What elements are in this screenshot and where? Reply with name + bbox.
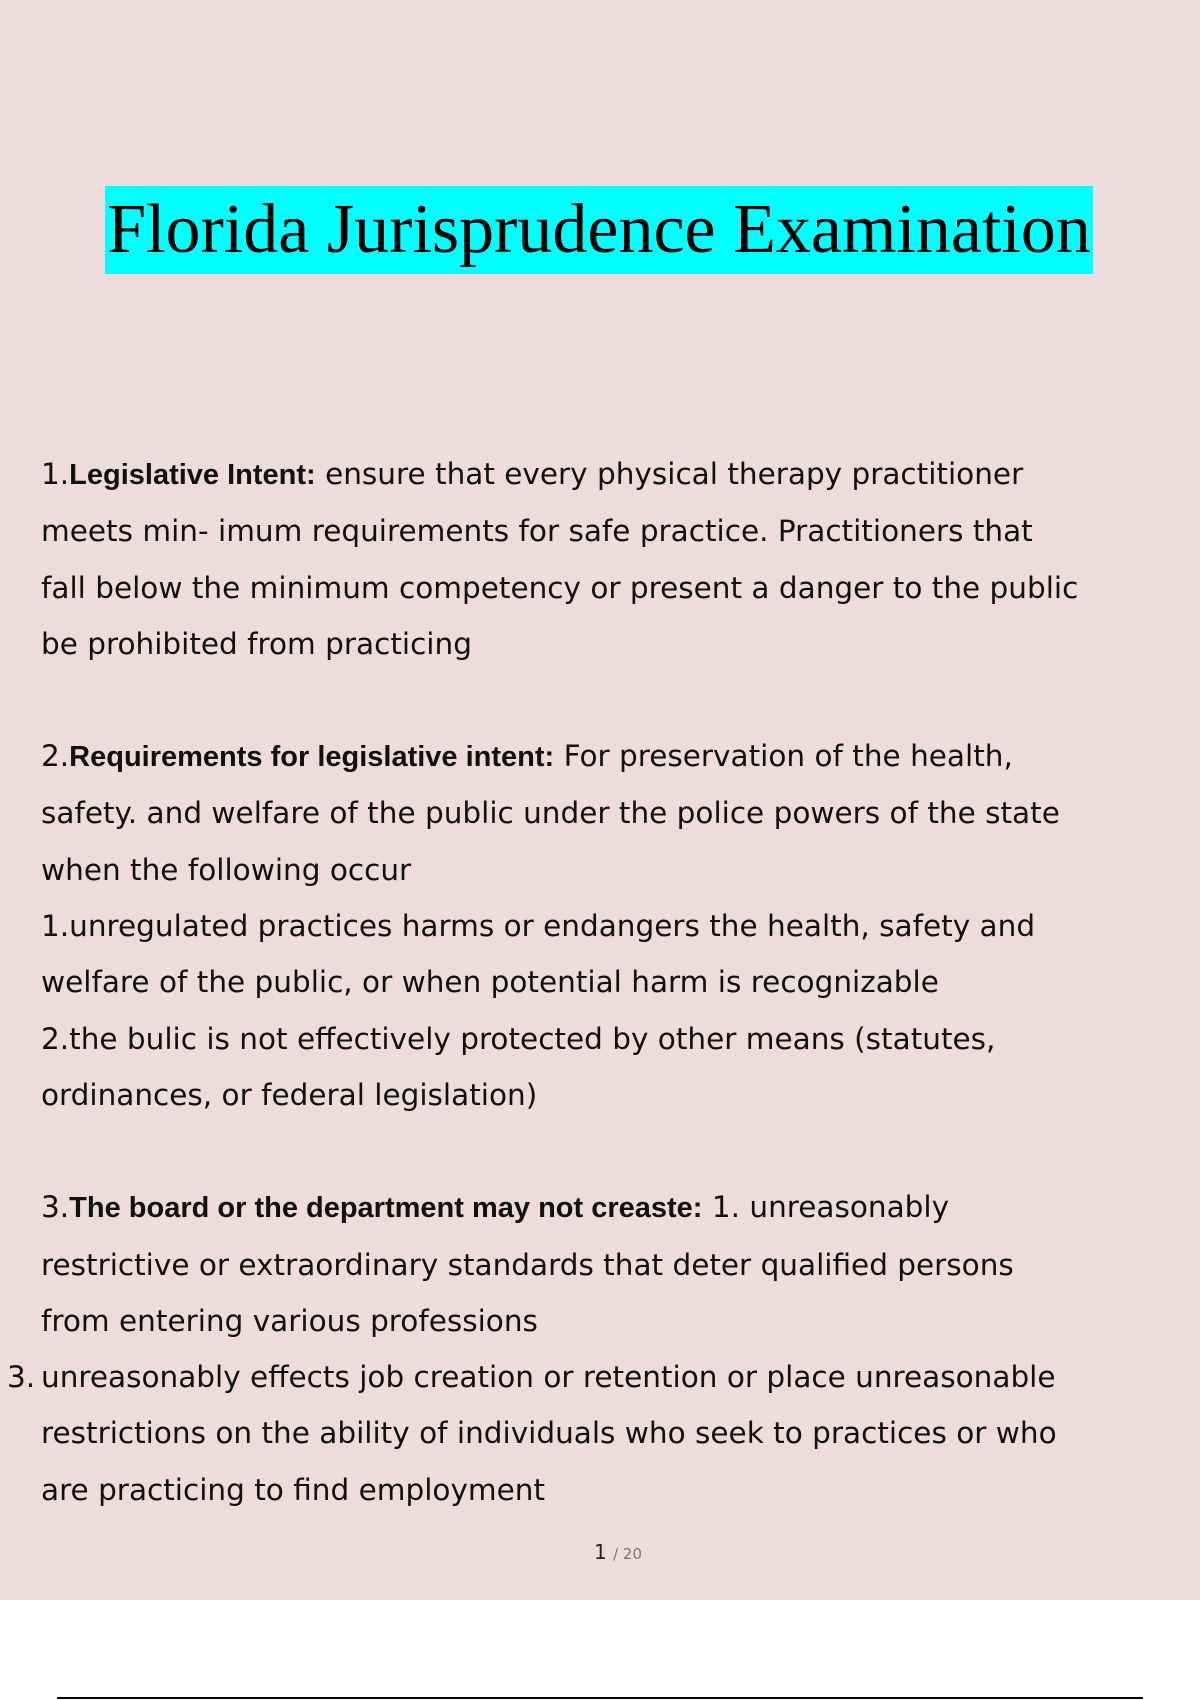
- item-text: restrictive or extraordinary standards that deter qualified persons: [41, 1247, 1014, 1282]
- document-title: Florida Jurisprudence Examination: [105, 186, 1093, 274]
- item-text: For preservation of the health,: [554, 739, 1013, 774]
- divider: [57, 1697, 1143, 1699]
- item-term: The board or the department may not creaste:: [69, 1192, 703, 1225]
- item-text: ensure that every physical therapy practitioner: [315, 457, 1024, 491]
- item-number: 3.: [41, 1190, 70, 1225]
- list-item: [41, 728, 1191, 1123]
- item-text: are practicing to find employment: [41, 1472, 546, 1507]
- item-text: 2.the bulic is not effectively protected by other means (statutes,: [41, 1021, 996, 1056]
- item-text: 1. unreasonably: [702, 1190, 950, 1225]
- item-text: fall below the minimum competency or present a danger to the public: [41, 570, 1079, 605]
- item-text: when the following occur: [41, 852, 412, 887]
- list-item: [7, 1179, 1191, 1518]
- item-text: welfare of the public, or when potential harm is recognizable: [41, 965, 939, 1000]
- document-body: [7, 446, 1191, 1518]
- item-text: 1.unregulated practices harms or endangers the health, safety and: [41, 909, 1036, 944]
- list-item: [41, 446, 1191, 672]
- page-current: 1: [593, 1540, 607, 1564]
- item-text: ordinances, or federal legislation): [41, 1077, 538, 1112]
- item-text: from entering various professions: [41, 1303, 538, 1338]
- page-number: [0, 1540, 1200, 1564]
- item-term: Requirements for legislative intent:: [69, 741, 555, 774]
- item-text: unreasonably effects job creation or retention or place unreasonable: [41, 1360, 1056, 1395]
- title-container: [0, 186, 1200, 274]
- item-text: meets min- imum requirements for safe practice. Practitioners that: [41, 514, 1033, 549]
- item-text: safety. and welfare of the public under the police powers of the state: [41, 796, 1060, 831]
- item-number: 1.: [41, 457, 70, 491]
- item-text: restrictions on the ability of individuals who seek to practices or who: [41, 1416, 1057, 1451]
- page-total: / 20: [613, 1545, 642, 1563]
- item-text: be prohibited from practicing: [41, 626, 472, 661]
- item-number: 2.: [41, 739, 70, 774]
- item-term: Legislative Intent:: [69, 459, 316, 491]
- item-number: 3.: [7, 1360, 36, 1395]
